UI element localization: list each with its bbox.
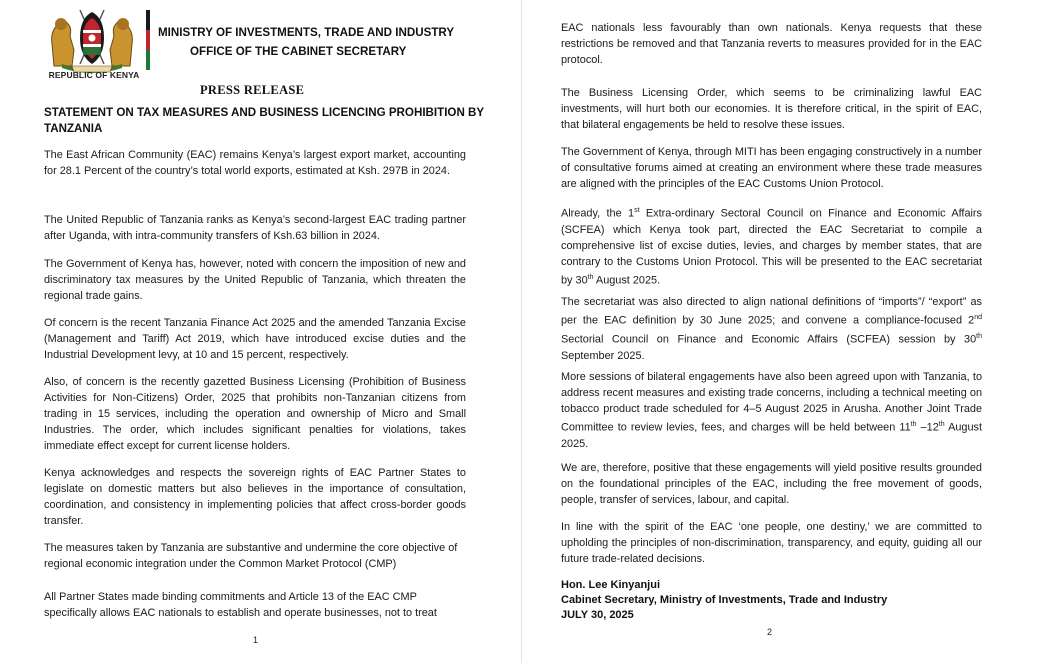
ministry-name: MINISTRY OF INVESTMENTS, TRADE AND INDUSTRY bbox=[158, 26, 455, 39]
text-run: The secretariat was also directed to align national definitions of “imports”/ “export” as per the EAC definition by 30 June 2025; and convene a compliance-focused 2 bbox=[561, 296, 982, 327]
superscript: nd bbox=[974, 314, 982, 322]
text-run: Already, the 1 bbox=[561, 207, 635, 220]
text-run: August 2025. bbox=[561, 421, 982, 450]
text-run: Sectorial Council on Finance and Economic Affairs (SCFEA) session by 30 bbox=[561, 333, 977, 346]
paragraph: Kenya acknowledges and respects the sovereign rights of EAC Partner States to legislate on domestic matters but also believes in the importance of consultation, coordination, and consistency in implementing policies that affect cross-border goods transfer. bbox=[44, 467, 466, 528]
page-divider bbox=[521, 0, 522, 663]
paragraph: The Government of Kenya, through MITI has been engaging constructively in a number of consultative forums aimed at creating an environment where these trade measures are aligned with the principles of the EAC Customs Union Protocol. bbox=[561, 146, 982, 191]
text-run: –12 bbox=[916, 421, 939, 434]
release-date: JULY 30, 2025 bbox=[561, 609, 634, 621]
statement-headline: STATEMENT ON TAX MEASURES AND BUSINESS LICENCING PROHIBITION BY TANZANIA bbox=[44, 106, 484, 135]
superscript: th bbox=[587, 274, 594, 281]
superscript: th bbox=[910, 421, 917, 429]
paragraph bbox=[561, 203, 982, 289]
signature-block bbox=[561, 578, 887, 623]
paragraph: The United Republic of Tanzania ranks as Kenya’s second-largest EAC trading partner after Uganda, with intra-community transfers of Ksh.63 billion in 2024. bbox=[44, 214, 466, 243]
press-release-label: PRESS RELEASE bbox=[200, 83, 305, 97]
press-release-page-2 bbox=[527, 0, 1055, 663]
kenya-flag-stripe bbox=[146, 10, 150, 70]
paragraph: Of concern is the recent Tanzania Finance Act 2025 and the amended Tanzania Excise (Management and Tariff) Act 2019, which have introduced excise duties and the Industrial Development levy, at 10 and 15 percent, respectively. bbox=[44, 317, 466, 362]
paragraph bbox=[561, 294, 982, 364]
kenya-coat-of-arms-emblem bbox=[44, 4, 140, 80]
paragraph: The Government of Kenya has, however, noted with concern the imposition of new and discriminatory tax measures by the United Republic of Tanzania, which threaten the regional trade gains. bbox=[44, 258, 466, 303]
emblem-caption: REPUBLIC OF KENYA bbox=[48, 70, 140, 80]
paragraph: The measures taken by Tanzania are substantive and undermine the core objective of regional economic integration under the Common Market Protocol (CMP) bbox=[44, 542, 458, 571]
paragraph: EAC nationals less favourably than own nationals. Kenya requests that these restrictions be removed and that Tanzania reverts to measures provided for in the EAC protocol. bbox=[561, 22, 982, 67]
superscript: th bbox=[938, 421, 945, 429]
paragraph: In line with the spirit of the EAC ‘one people, one destiny,’ we are committed to upholding the principles of non-discrimination, transparency, and equity, guiding all our future trade-related decisions. bbox=[561, 521, 982, 566]
signatory-title: Cabinet Secretary, Ministry of Investments, Trade and Industry bbox=[561, 594, 888, 606]
text-run: Extra-ordinary Sectoral Council on Finance and Economic Affairs (SCFEA) which Kenya took part, directed the EAC Secretariat to compile a comprehensive list of excise duties, levies, and charges by member states, that are contrary to the Customs Union Protocol. This will be presented to the EAC secretariat by 30 bbox=[561, 207, 982, 287]
superscript: th bbox=[976, 332, 982, 340]
press-release-page-1 bbox=[0, 0, 520, 663]
text-run: August 2025. bbox=[593, 274, 661, 287]
text-run: More sessions of bilateral engagements have also been agreed upon with Tanzania, to address recent measures and existing trade concerns, including a technical meeting on tobacco product trade scheduled for 4–5 August 2025 in Arusha. Another Joint Trade Committee to review levies, fees, and charges will be held between 11 bbox=[561, 371, 982, 434]
paragraph: All Partner States made binding commitments and Article 13 of the EAC CMP specifically allows EAC nationals to establish and operate businesses, not to treat bbox=[44, 591, 437, 620]
paragraph bbox=[561, 369, 982, 452]
superscript: st bbox=[634, 207, 640, 214]
signatory-name: Hon. Lee Kinyanjui bbox=[561, 579, 661, 591]
paragraph: Also, of concern is the recently gazetted Business Licensing (Prohibition of Business Activities for Non-Citizens) Order, 2025 that prohibits non-Tanzanian citizens from trading in 15 services, including the operation and ownership of Micro and Small Industries. The order, which includes significant penalties for violations, takes immediate effect except for current license holders. bbox=[44, 376, 466, 453]
page-number: 2 bbox=[767, 627, 773, 637]
text-run: September 2025. bbox=[561, 349, 645, 362]
office-name: OFFICE OF THE CABINET SECRETARY bbox=[190, 45, 407, 58]
paragraph: We are, therefore, positive that these engagements will yield positive results grounded on the foundational principles of the EAC, including the free movement of goods, people, transfer of services, labour, and capital. bbox=[561, 462, 982, 507]
paragraph: The East African Community (EAC) remains Kenya’s largest export market, accounting for 28.1 Percent of the country’s total world exports, estimated at Ksh. 297B in 2024. bbox=[44, 149, 466, 178]
paragraph: The Business Licensing Order, which seems to be criminalizing lawful EAC investments, will hurt both our economies. It is therefore critical, in the spirit of EAC, that bilateral engagements be held to resolve these issues. bbox=[561, 87, 982, 132]
page-number: 1 bbox=[253, 635, 259, 645]
